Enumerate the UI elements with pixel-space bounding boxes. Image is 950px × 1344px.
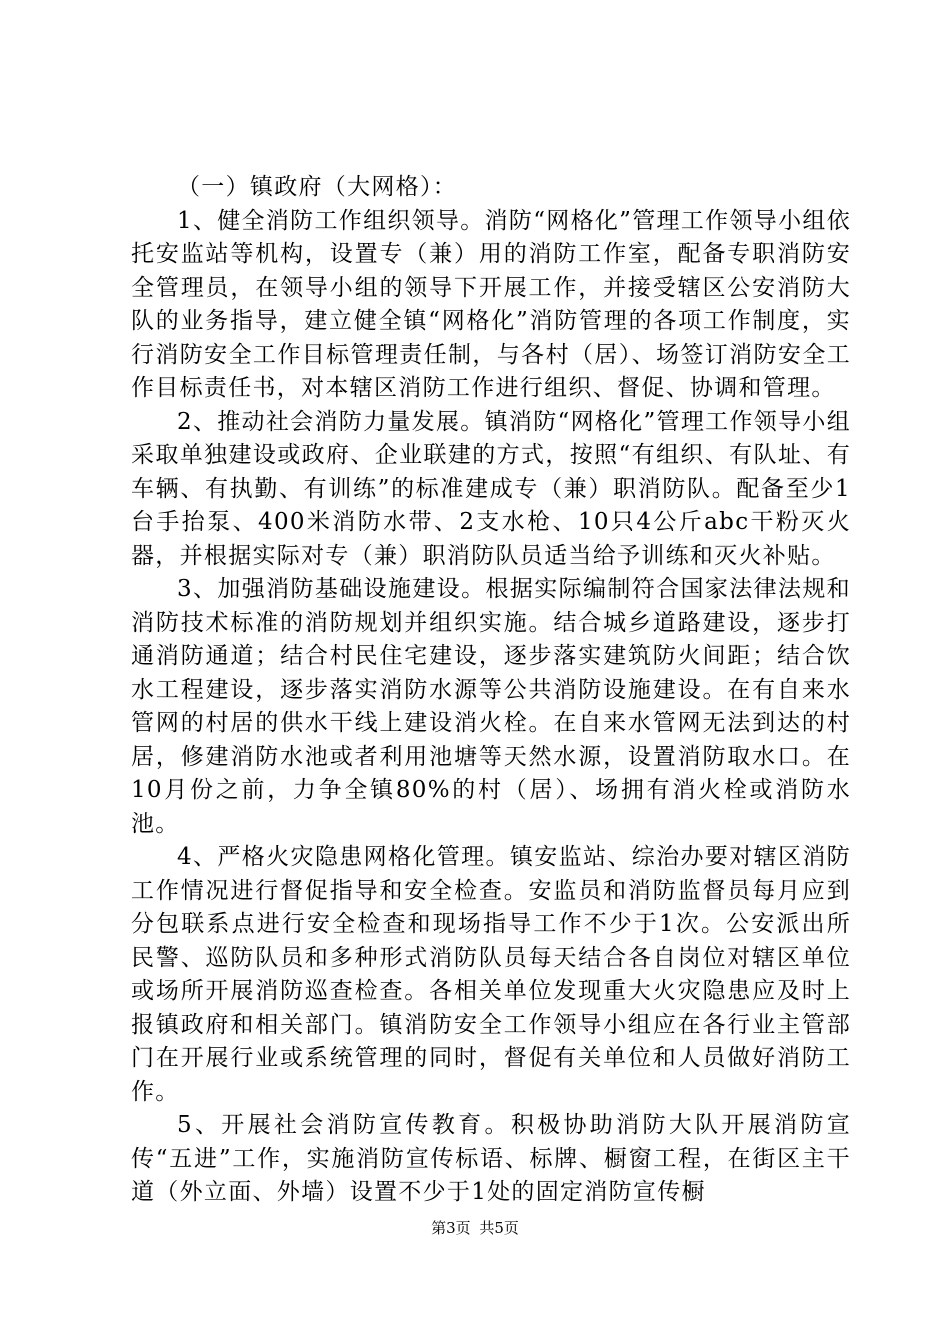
paragraph-3: 3、加强消防基础设施建设。根据实际编制符合国家法律法规和消防技术标准的消防规划并组织实施。结合城乡道路建设，逐步打通消防通道；结合村民住宅建设，逐步落实建筑防火间距；结合饮水工程建设，逐步落实消防水源等公共消防设施建设。在有自来水管网的村居的供水干线上建设消火栓。在自来水管网无法到达的村居，修建消防水池或者利用池塘等天然水源，设置消防取水口。在10月份之前，力争全镇80%的村（居）、场拥有消火栓或消防水池。 — [131, 576, 851, 837]
page-footer — [0, 1218, 950, 1238]
document-body — [131, 171, 851, 1210]
page-number: 第3页 — [431, 1219, 471, 1237]
paragraph-1: 1、健全消防工作组织领导。消防“网格化”管理工作领导小组依托安监站等机构，设置专（兼）用的消防工作室，配备专职消防安全管理员，在领导小组的领导下开展工作，并接受辖区公安消防大队的业务指导，建立健全镇“网格化”消防管理的各项工作制度，实行消防安全工作目标管理责任制，与各村（居）、场签订消防安全工作目标责任书，对本辖区消防工作进行组织、督促、协调和管理。 — [131, 207, 851, 401]
paragraph-4: 4、严格火灾隐患网格化管理。镇安监站、综治办要对辖区消防工作情况进行督促指导和安全检查。安监员和消防监督员每月应到分包联系点进行安全检查和现场指导工作不少于1次。公安派出所民警、巡防队员和多种形式消防队员每天结合各自岗位对辖区单位或场所开展消防巡查检查。各相关单位发现重大火灾隐患应及时上报镇政府和相关部门。镇消防安全工作领导小组应在各行业主管部门在开展行业或系统管理的同时，督促有关单位和人员做好消防工作。 — [131, 844, 851, 1105]
paragraph-5: 5、开展社会消防宣传教育。积极协助消防大队开展消防宣传“五进”工作，实施消防宣传标语、标牌、橱窗工程，在街区主干道（外立面、外墙）设置不少于1处的固定消防宣传橱 — [131, 1112, 851, 1205]
page-total: 共5页 — [479, 1219, 519, 1237]
paragraph-2: 2、推动社会消防力量发展。镇消防“网格化”管理工作领导小组采取单独建设或政府、企业联建的方式，按照“有组织、有队址、有车辆、有执勤、有训练”的标准建成专（兼）职消防队。配备至少1台手抬泵、400米消防水带、2支水枪、10只4公斤abc干粉灭火器，并根据实际对专（兼）职消防队员适当给予训练和灭火补贴。 — [131, 408, 851, 569]
section-heading: （一）镇政府（大网格）： — [177, 174, 458, 200]
